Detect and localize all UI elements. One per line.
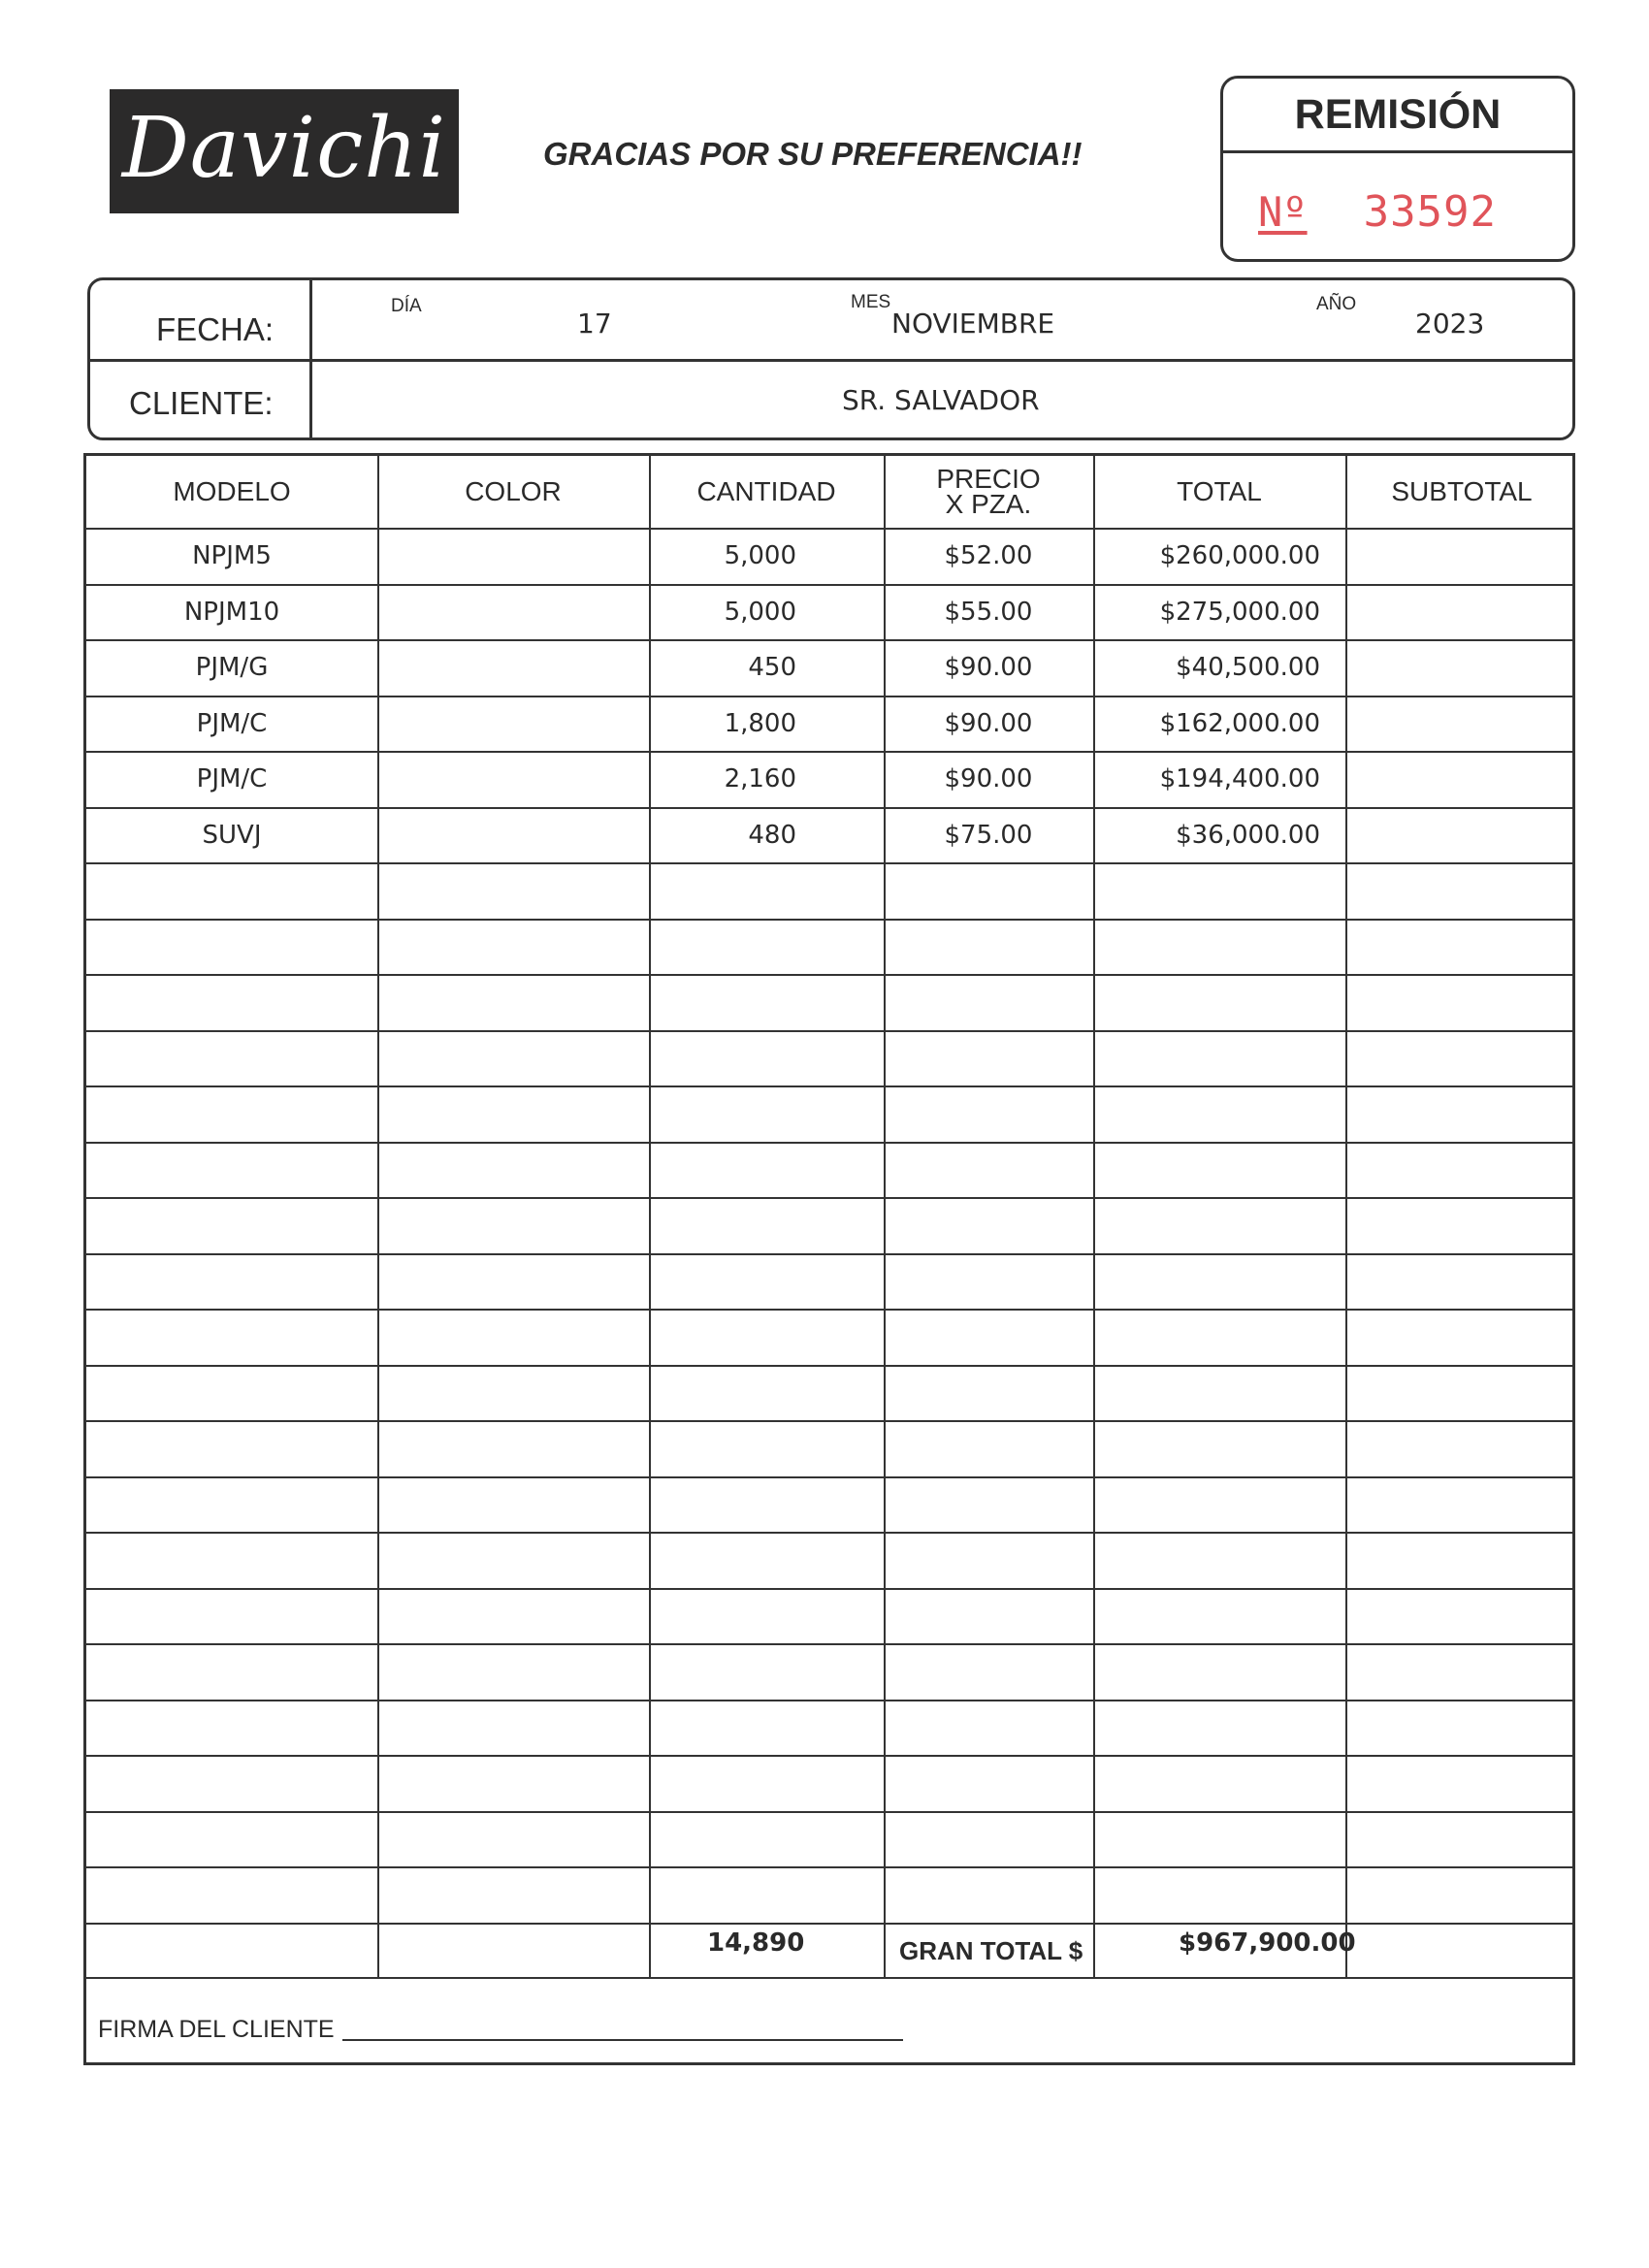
dia-label: DÍA (391, 296, 422, 316)
row-divider (86, 1476, 1572, 1478)
cell-total: $40,500.00 (1176, 653, 1320, 682)
row-divider (86, 1365, 1572, 1367)
info-divider-horizontal (90, 359, 1572, 362)
anio-value: 2023 (1415, 308, 1485, 340)
cell-precio: $52.00 (944, 541, 1033, 570)
cell-total: $162,000.00 (1159, 708, 1320, 738)
header-cantidad: CANTIDAD (696, 476, 836, 506)
header-modelo: MODELO (173, 476, 291, 506)
row-divider (86, 974, 1572, 976)
gran-total-value: $967,900.00 (1179, 1928, 1356, 1958)
row-divider (86, 1253, 1572, 1255)
cell-modelo: NPJM10 (183, 597, 280, 627)
cell-cantidad: 450 (748, 653, 796, 682)
cell-precio: $90.00 (944, 764, 1033, 794)
remision-title: REMISIÓN (1223, 79, 1572, 153)
row-divider (86, 1309, 1572, 1311)
row-divider (86, 1142, 1572, 1144)
number-sign: Nº (1258, 188, 1308, 236)
row-divider (86, 1085, 1572, 1087)
remision-box (1220, 76, 1575, 262)
anio-label: AÑO (1316, 294, 1357, 314)
row-divider (86, 1588, 1572, 1590)
items-table (83, 453, 1575, 2065)
cell-total: $275,000.00 (1159, 597, 1320, 627)
mes-label: MES (851, 292, 891, 312)
mes-value: NOVIEMBRE (891, 308, 1055, 340)
firma-label: FIRMA DEL CLIENTE (98, 2015, 335, 2043)
footer-divider (86, 1977, 1572, 1979)
column-divider (1345, 456, 1347, 1977)
row-divider (86, 1866, 1572, 1868)
tagline: GRACIAS POR SU PREFERENCIA!! (543, 136, 1083, 172)
cell-precio: $75.00 (944, 820, 1033, 850)
cell-precio: $55.00 (944, 597, 1033, 627)
row-divider (86, 1532, 1572, 1534)
cell-total: $260,000.00 (1159, 541, 1320, 570)
cell-modelo: SUVJ (202, 820, 262, 850)
column-divider (377, 456, 379, 1977)
cell-total: $36,000.00 (1176, 820, 1320, 850)
cell-modelo: PJM/C (196, 708, 268, 738)
cell-modelo: PJM/G (195, 653, 269, 682)
cell-cantidad: 1,800 (724, 708, 796, 738)
cliente-value: SR. SALVADOR (842, 384, 1040, 416)
cell-cantidad: 5,000 (724, 597, 796, 627)
brand-name: Davichi (121, 100, 447, 197)
row-divider (86, 1755, 1572, 1757)
cell-cantidad: 480 (748, 820, 796, 850)
row-divider (86, 862, 1572, 864)
row-divider (86, 1420, 1572, 1422)
header-precio: PRECIO X PZA. (936, 464, 1041, 519)
signature-line (342, 2039, 903, 2041)
dia-value: 17 (577, 308, 612, 340)
remision-number: 33592 (1363, 187, 1498, 237)
gran-total-label: GRAN TOTAL $ (899, 1935, 1083, 1965)
row-divider (86, 1197, 1572, 1199)
row-divider (86, 1700, 1572, 1701)
cell-total: $194,400.00 (1159, 764, 1320, 794)
row-divider (86, 919, 1572, 921)
cell-precio: $90.00 (944, 708, 1033, 738)
fecha-label: FECHA: (156, 311, 275, 347)
cliente-label: CLIENTE: (129, 385, 274, 421)
header-info-box (87, 277, 1575, 440)
remision-number-row (1258, 187, 1563, 237)
cell-cantidad: 5,000 (724, 541, 796, 570)
row-divider (86, 1643, 1572, 1645)
cell-precio: $90.00 (944, 653, 1033, 682)
header-subtotal: SUBTOTAL (1391, 476, 1533, 506)
cell-cantidad: 2,160 (724, 764, 796, 794)
row-divider (86, 1030, 1572, 1032)
row-divider (86, 1811, 1572, 1813)
row-divider (86, 1923, 1572, 1925)
brand-logo (110, 89, 459, 213)
cell-modelo: PJM/C (196, 764, 268, 794)
total-cantidad: 14,890 (707, 1928, 805, 1958)
cell-modelo: NPJM5 (192, 541, 272, 570)
header-total: TOTAL (1177, 476, 1262, 506)
header-color: COLOR (465, 476, 562, 506)
